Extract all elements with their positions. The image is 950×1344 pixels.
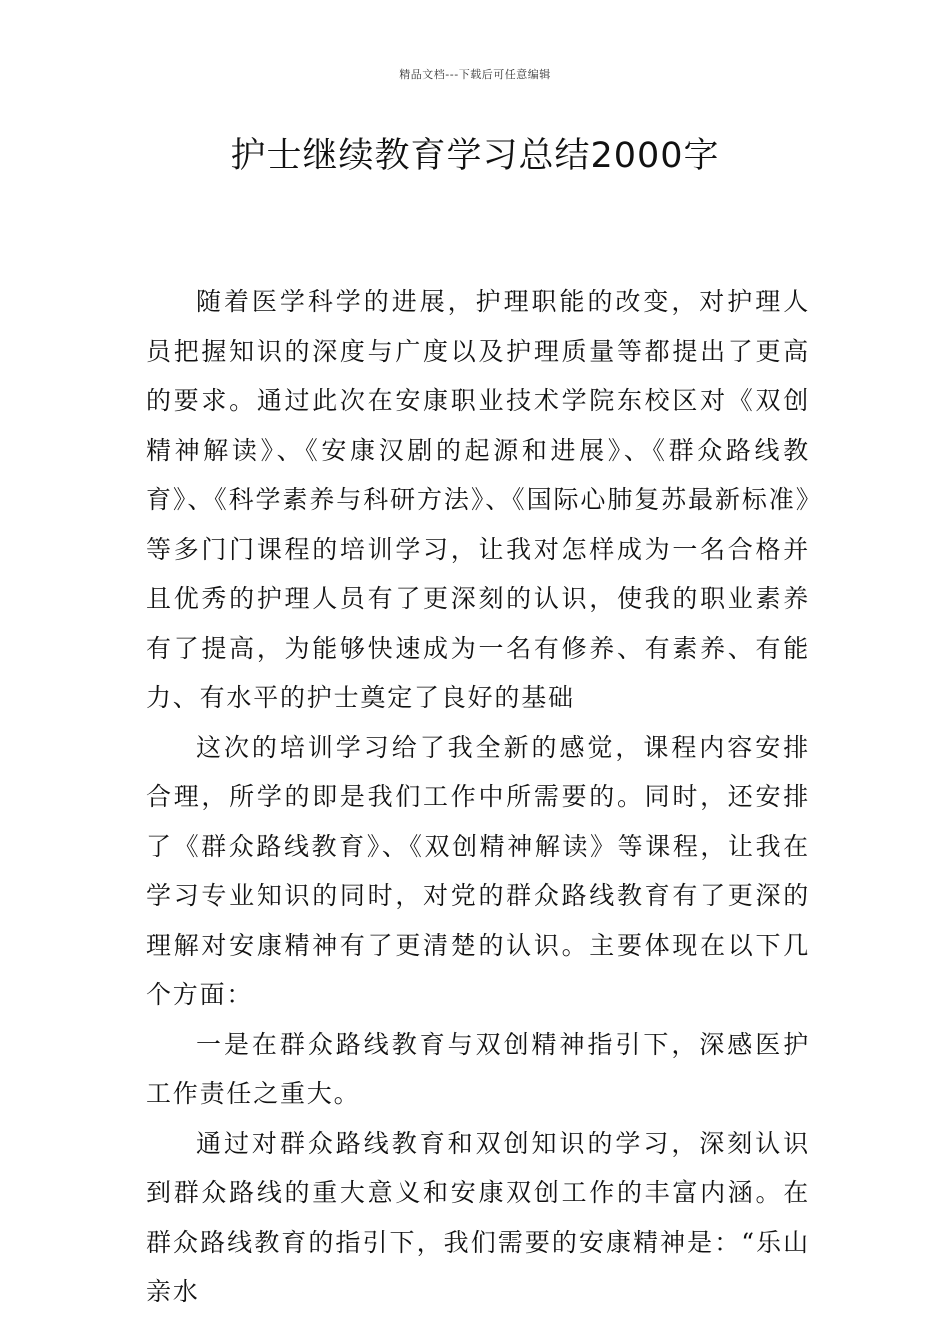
- body-paragraph: 通过对群众路线教育和双创知识的学习，深刻认识到群众路线的重大意义和安康双创工作的丰富内涵。在群众路线教育的指引下，我们需要的安康精神是：“乐山亲水: [146, 1128, 810, 1306]
- body-paragraph: 随着医学科学的进展，护理职能的改变，对护理人员把握知识的深度与广度以及护理质量等都提出了更高的要求。通过此次在安康职业技术学院东校区对《双创精神解读》、《安康汉剧的起源和进展》、《群众路线教育》、《科学素养与科研方法》、《国际心肺复苏最新标准》等多门门课程的培训学习，让我对怎样成为一名合格并且优秀的护理人员有了更深刻的认识，使我的职业素养有了提高，为能够快速成为一名有修养、有素养、有能力、有水平的护士奠定了良好的基础: [146, 287, 810, 712]
- body-paragraph: 一是在群众路线教育与双创精神指引下，深感医护工作责任之重大。: [146, 1029, 810, 1108]
- body-paragraph: 这次的培训学习给了我全新的感觉，课程内容安排合理，所学的即是我们工作中所需要的。同时，还安排了《群众路线教育》、《双创精神解读》等课程，让我在学习专业知识的同时，对党的群众路线教育有了更深的理解对安康精神有了更清楚的认识。主要体现在以下几个方面：: [146, 732, 810, 1009]
- document-body: [146, 277, 810, 1317]
- document-title: 护士继续教育学习总结2000字: [230, 136, 720, 176]
- header-note: 精品文档---下载后可任意编辑: [399, 68, 551, 81]
